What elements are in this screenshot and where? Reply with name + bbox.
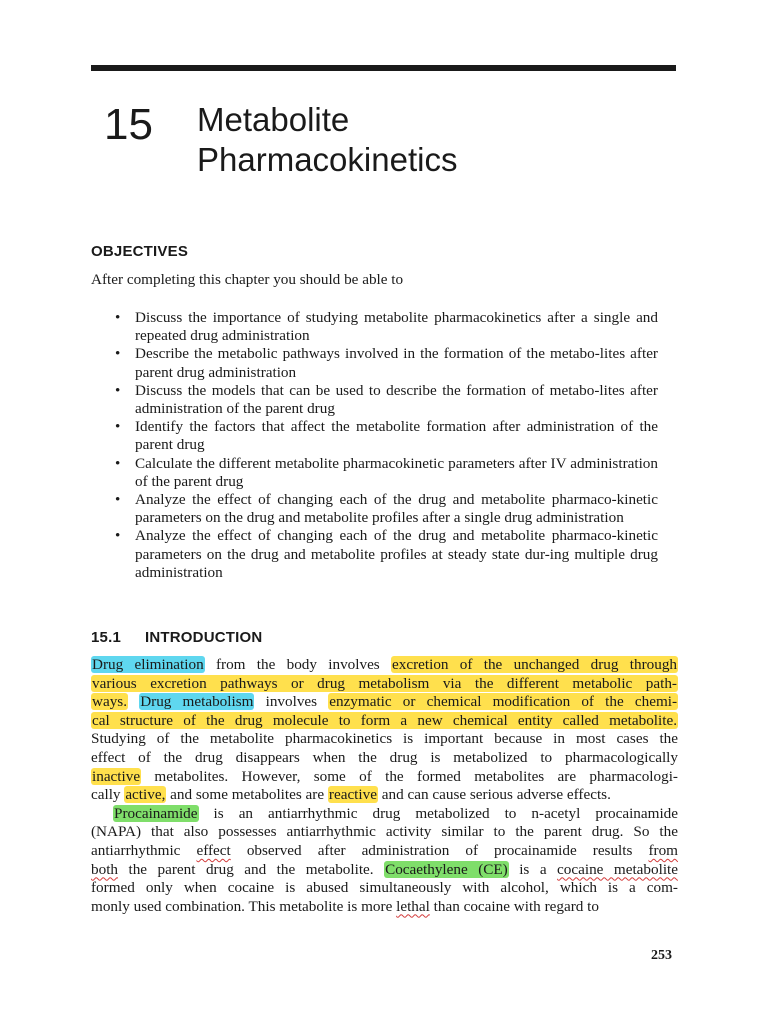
body-line bbox=[91, 879, 678, 898]
highlight-yellow: active, bbox=[125, 786, 166, 804]
body-line bbox=[91, 693, 678, 712]
body-text-run: from the body involves bbox=[204, 656, 392, 673]
body-text-run: (NAPA) that also possesses antiarrhythmic activity similar to the parent drug. So the bbox=[91, 823, 678, 841]
objectives-list bbox=[113, 309, 658, 582]
body-line bbox=[91, 768, 678, 787]
objective-item: • Analyze the effect of changing each of the drug and metabolite pharmaco-kinetic parameters on the drug and metabolite profiles at steady state dur-ing multiple drug administration bbox=[113, 527, 658, 582]
body-line bbox=[91, 842, 678, 861]
objective-item: • Describe the metabolic pathways involved in the formation of the metabo-lites after parent drug administration bbox=[113, 345, 658, 381]
body-line bbox=[91, 730, 678, 749]
objective-item: • Discuss the importance of studying metabolite pharmacokinetics after a single and repeated drug administration bbox=[113, 309, 658, 345]
objective-item: • Discuss the models that can be used to describe the formation of metabo-lites after administration of the parent drug bbox=[113, 382, 658, 418]
highlight-green: Procainamide bbox=[114, 804, 198, 822]
objective-item: • Calculate the different metabolite pharmacokinetic parameters after IV administration of the parent drug bbox=[113, 455, 658, 491]
body-line bbox=[91, 786, 678, 805]
objective-item: • Identify the factors that affect the metabolite formation after administration of the parent drug bbox=[113, 418, 658, 454]
section-title: INTRODUCTION bbox=[145, 629, 263, 646]
body-text-run: than cocaine with regard to bbox=[429, 897, 599, 915]
body-line bbox=[91, 712, 678, 731]
body-text-run: the parent drug and the metabolite. bbox=[118, 860, 385, 878]
body-text-run: and some metabolites are bbox=[166, 786, 328, 804]
highlight-yellow: reactive bbox=[328, 786, 377, 804]
body-text-run: antiarrhythmic bbox=[91, 841, 197, 859]
section-body bbox=[91, 656, 678, 916]
page-number: 253 bbox=[651, 948, 672, 963]
body-text-run: is a bbox=[508, 860, 558, 878]
chapter-title-line-2: Pharmacokinetics bbox=[197, 141, 458, 178]
chapter-title-line-1: Metabolite bbox=[197, 101, 350, 138]
chapter-rule bbox=[91, 65, 676, 71]
body-line bbox=[91, 823, 678, 842]
body-text-run: involves bbox=[254, 693, 329, 711]
body-text-run: observed after administration of procainamide results bbox=[230, 841, 649, 859]
body-line bbox=[91, 656, 678, 675]
section-heading bbox=[91, 629, 262, 646]
objectives-intro: After completing this chapter you should be able to bbox=[91, 271, 404, 288]
body-text-run: effect of the drug disappears when the drug is metabolized to pharmacologically bbox=[91, 748, 678, 766]
body-text-run: monly used combination. This metabolite is more bbox=[91, 897, 397, 915]
body-text-run: is an antiarrhythmic drug metabolized to n-acetyl procainamide bbox=[198, 804, 678, 822]
body-text-run: and can cause serious adverse effects. bbox=[377, 786, 611, 804]
body-line bbox=[91, 749, 678, 768]
highlight-yellow: inactive bbox=[92, 767, 141, 785]
spelling-underline: lethal bbox=[396, 897, 430, 915]
highlight-yellow: various excretion pathways or drug metabolism via the different metabolic path- bbox=[92, 674, 677, 692]
highlight-yellow: enzymatic or chemical modification of the chemi- bbox=[329, 693, 678, 711]
body-text-run bbox=[128, 693, 139, 710]
spelling-underline: cocaine metabolite bbox=[557, 860, 678, 878]
section-number: 15.1 bbox=[91, 629, 121, 646]
objective-item: • Analyze the effect of changing each of the drug and metabolite pharmaco-kinetic parameters on the drug and metabolite profiles after a single drug administration bbox=[113, 491, 658, 527]
highlight-green: Cocaethylene (CE) bbox=[385, 860, 508, 878]
chapter-number: 15 bbox=[104, 100, 153, 149]
objectives-heading: OBJECTIVES bbox=[91, 243, 189, 260]
highlight-yellow: ways. bbox=[92, 693, 128, 711]
body-line bbox=[91, 898, 678, 917]
spelling-underline: from bbox=[648, 841, 678, 859]
body-text-run: metabolites. However, some of the formed metabolites are pharmacologi- bbox=[141, 767, 678, 785]
highlight-blue: Drug metabolism bbox=[140, 693, 254, 711]
highlight-yellow: excretion of the unchanged drug through bbox=[392, 656, 678, 673]
body-line bbox=[91, 861, 678, 880]
spelling-underline: effect bbox=[196, 841, 231, 859]
body-text-run: formed only when cocaine is abused simultaneously with alcohol, which is a com- bbox=[91, 879, 678, 897]
spelling-underline: both bbox=[91, 860, 119, 878]
body-line bbox=[91, 675, 678, 694]
body-text-run: Studying of the metabolite pharmacokinetics is important because in most cases the bbox=[91, 730, 678, 748]
body-text-run: cally bbox=[91, 786, 125, 804]
body-line bbox=[91, 805, 678, 824]
highlight-yellow: cal structure of the drug molecule to form a new chemical entity called metabolite. bbox=[92, 711, 677, 729]
highlight-blue: Drug elimination bbox=[92, 656, 204, 673]
chapter-title bbox=[197, 100, 457, 180]
